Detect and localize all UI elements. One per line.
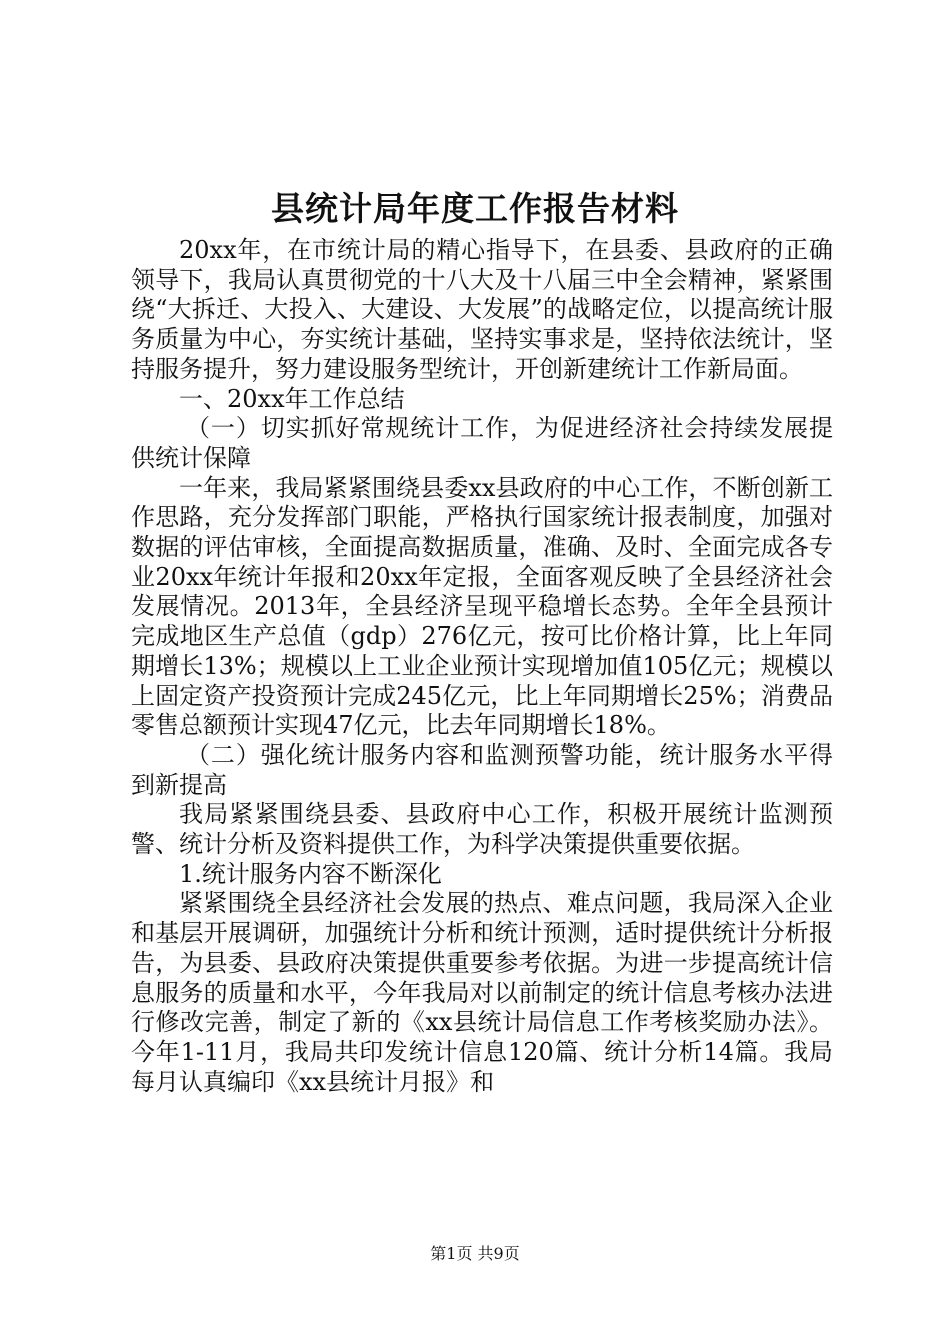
section-heading: 一、20xx年工作总结: [179, 384, 405, 413]
document-title: 县统计局年度工作报告材料: [271, 189, 679, 228]
paragraph-analysis: 紧紧围绕全县经济社会发展的热点、难点问题，我局深入企业和基层开展调研，加强统计分析和统计预测，适时提供统计分析报告，为县委、县政府决策提供重要参考依据。为进一步提高统计信息服务的质量和水平，今年我局对以前制定的统计信息考核办法进行修改完善，制定了新的《xx县统计局信息工作考核奖励办法》。今年1-11月，我局共印发统计信息120篇、统计分析14篇。我局每月认真编印《xx县统计月报》和: [131, 889, 833, 1096]
paragraph-intro: 20xx年，在市统计局的精心指导下，在县委、县政府的正确领导下，我局认真贯彻党的十八大及十八届三中全会精神，紧紧围绕“大拆迁、大投入、大建设、大发展”的战略定位，以提高统计服务质量为中心，夯实统计基础，坚持实事求是，坚持依法统计，坚持服务提升，努力建设服务型统计，开创新建统计工作新局面。: [131, 236, 833, 383]
subsection-heading-2: （二）强化统计服务内容和监测预警功能，统计服务水平得到新提高: [131, 740, 833, 799]
subsection-heading-1: （一）切实抓好常规统计工作，为促进经济社会持续发展提供统计保障: [131, 414, 833, 472]
item-heading-1: 1.统计服务内容不断深化: [179, 859, 442, 888]
document-body: [131, 236, 833, 1097]
page-number: 第1页 共9页: [430, 1244, 520, 1263]
paragraph-service: 我局紧紧围绕县委、县政府中心工作，积极开展统计监测预警、统计分析及资料提供工作，为科学决策提供重要依据。: [131, 800, 833, 859]
paragraph-statistics: 一年来，我局紧紧围绕县委xx县政府的中心工作，不断创新工作思路，充分发挥部门职能，严格执行国家统计报表制度，加强对数据的评估审核，全面提高数据质量，准确、及时、全面完成各专业20xx年统计年报和20xx年定报，全面客观反映了全县经济社会发展情况。2013年，全县经济呈现平稳增长态势。全年全县预计完成地区生产总值（gdp）276亿元，按可比价格计算，比上年同期增长13%；规模以上工业企业预计实现增加值105亿元；规模以上固定资产投资预计完成245亿元，比上年同期增长25%；消费品零售总额预计实现47亿元，比去年同期增长18%。: [131, 473, 833, 740]
